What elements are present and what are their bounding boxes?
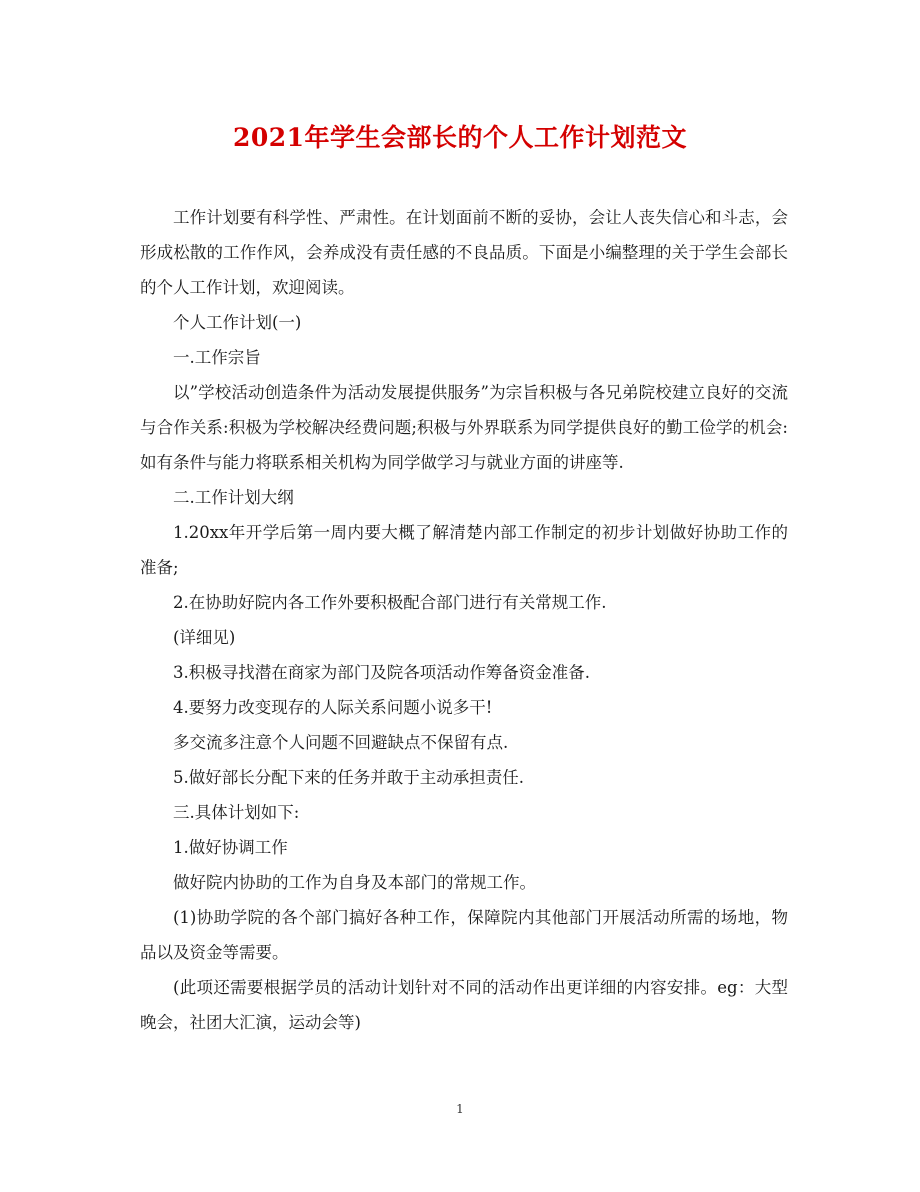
paragraph-outline-note: (详细见) [173, 628, 236, 647]
paragraph-section-heading: 个人工作计划(一) [173, 313, 302, 332]
document-body [140, 200, 788, 1040]
paragraph-outline-item-3: 3.积极寻找潜在商家为部门及院各项活动作筹备资金准备. [173, 663, 590, 682]
paragraph-purpose-text: 以”学校活动创造条件为活动发展提供服务”为宗旨积极与各兄弟院校建立良好的交流与合作关系:积极为学校解决经费问题;积极与外界联系为同学提供良好的勤工俭学的机会:如有条件与能力将联系相关机构为同学做学习与就业方面的讲座等. [140, 383, 788, 472]
paragraph-outline-item-2: 2.在协助好院内各工作外要积极配合部门进行有关常规工作. [173, 593, 607, 612]
document-title: 2021年学生会部长的个人工作计划范文 [232, 123, 688, 152]
paragraph-outline-item-1: 1.20xx年开学后第一周内要大概了解清楚内部工作制定的初步计划做好协助工作的准备; [140, 523, 788, 577]
paragraph-specific-item-1-text: 做好院内协助的工作为自身及本部门的常规工作。 [173, 873, 536, 892]
paragraph-specific-note: (此项还需要根据学员的活动计划针对不同的活动作出更详细的内容安排。eg：大型晚会，社团大汇演，运动会等) [140, 978, 788, 1032]
paragraph-heading-outline: 二.工作计划大纲 [173, 488, 294, 507]
paragraph-intro: 工作计划要有科学性、严肃性。在计划面前不断的妥协，会让人丧失信心和斗志，会形成松散的工作作风，会养成没有责任感的不良品质。下面是小编整理的关于学生会部长的个人工作计划，欢迎阅读。 [140, 208, 788, 297]
page-number: 1 [456, 1102, 464, 1116]
paragraph-outline-item-4-cont: 多交流多注意个人问题不回避缺点不保留有点. [173, 733, 509, 752]
paragraph-outline-item-5: 5.做好部长分配下来的任务并敢于主动承担责任. [173, 768, 524, 787]
paragraph-specific-sub-1: (1)协助学院的各个部门搞好各种工作，保障院内其他部门开展活动所需的场地，物品以及资金等需要。 [140, 908, 788, 962]
paragraph-specific-item-1: 1.做好协调工作 [173, 838, 288, 857]
paragraph-heading-purpose: 一.工作宗旨 [173, 348, 261, 367]
paragraph-heading-specific: 三.具体计划如下: [173, 803, 300, 822]
paragraph-outline-item-4: 4.要努力改变现存的人际关系问题小说多干! [173, 698, 493, 717]
